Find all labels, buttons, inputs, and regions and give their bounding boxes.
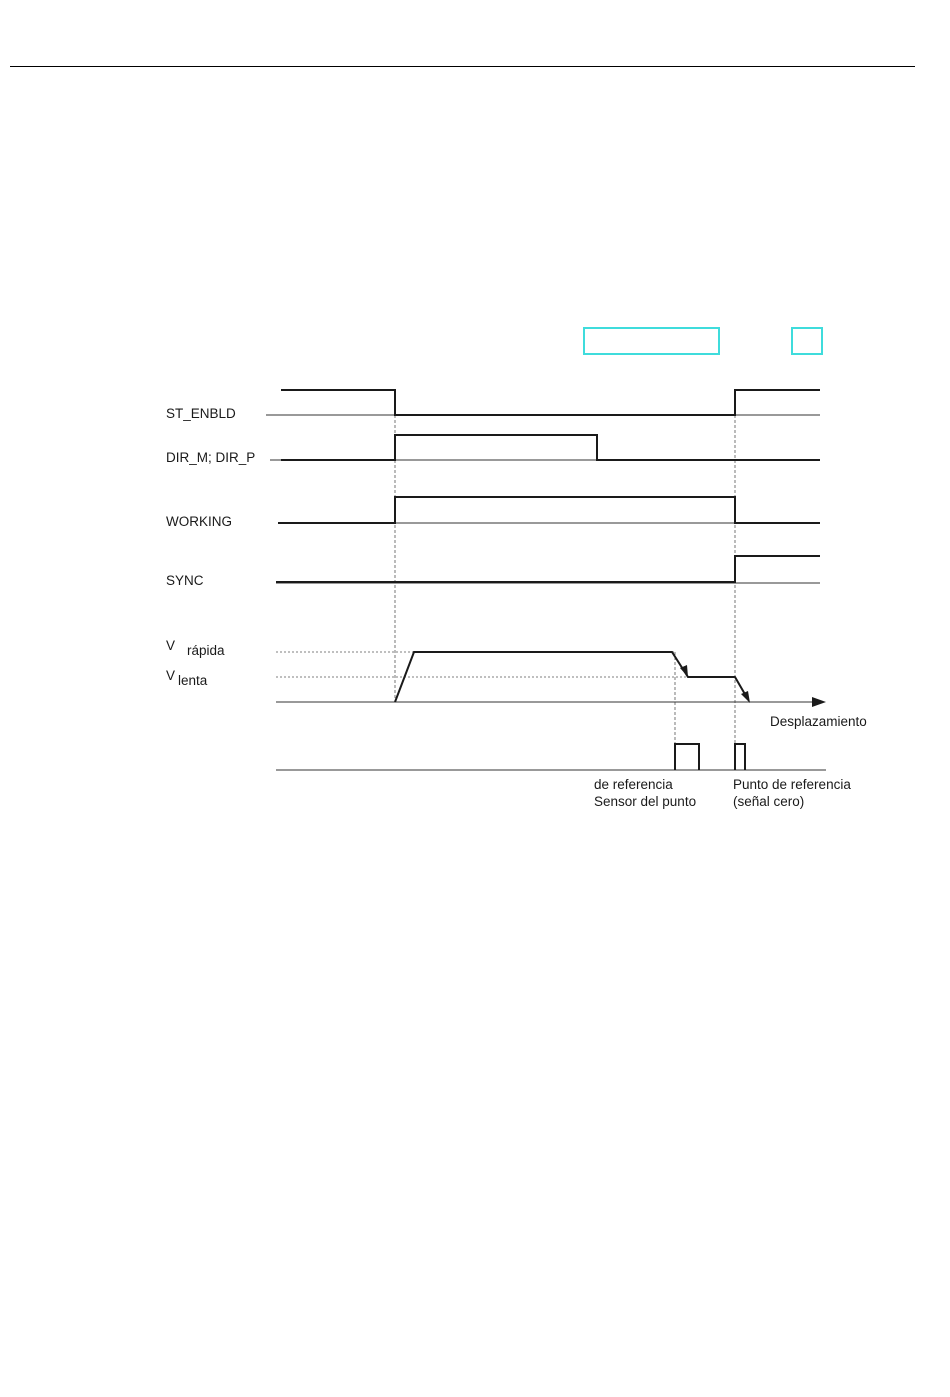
label-v-rapida-v: V <box>166 638 176 653</box>
zero-mark-pulse <box>735 744 745 770</box>
st-enbld-waveform <box>281 390 820 415</box>
label-working: WORKING <box>166 514 232 529</box>
st-enbld-signal <box>266 390 820 415</box>
label-dir: DIR_M; DIR_P <box>166 450 256 465</box>
label-v-lenta-v: V <box>166 668 176 683</box>
label-sync: SYNC <box>166 573 204 588</box>
sync-waveform <box>276 556 820 582</box>
label-refpoint-line2: (señal cero) <box>733 794 805 809</box>
label-desplazamiento: Desplazamiento <box>770 714 867 729</box>
label-st-enbld: ST_ENBLD <box>166 406 236 421</box>
highlight-box-small <box>792 328 822 354</box>
label-sensor-line2: Sensor del punto <box>594 794 697 809</box>
highlight-box-wide <box>584 328 719 354</box>
label-v-rapida-sub: rápida <box>187 643 225 658</box>
dir-signal <box>270 435 820 460</box>
displacement-axis <box>276 697 826 707</box>
sensor-pulse <box>675 744 699 770</box>
label-v-lenta-sub: lenta <box>178 673 208 688</box>
label-refpoint-line1: Punto de referencia <box>733 777 851 792</box>
decel-arrowhead-2 <box>741 691 750 703</box>
working-waveform <box>278 497 820 523</box>
dir-waveform <box>281 435 820 460</box>
reference-pulses <box>276 744 826 770</box>
displacement-arrowhead <box>812 697 826 707</box>
sync-signal <box>276 556 820 583</box>
working-signal <box>278 497 820 523</box>
time-markers <box>395 390 735 770</box>
velocity-profile <box>395 652 750 703</box>
velocity-waveform <box>395 652 746 702</box>
label-sensor-line1: de referencia <box>594 777 673 792</box>
